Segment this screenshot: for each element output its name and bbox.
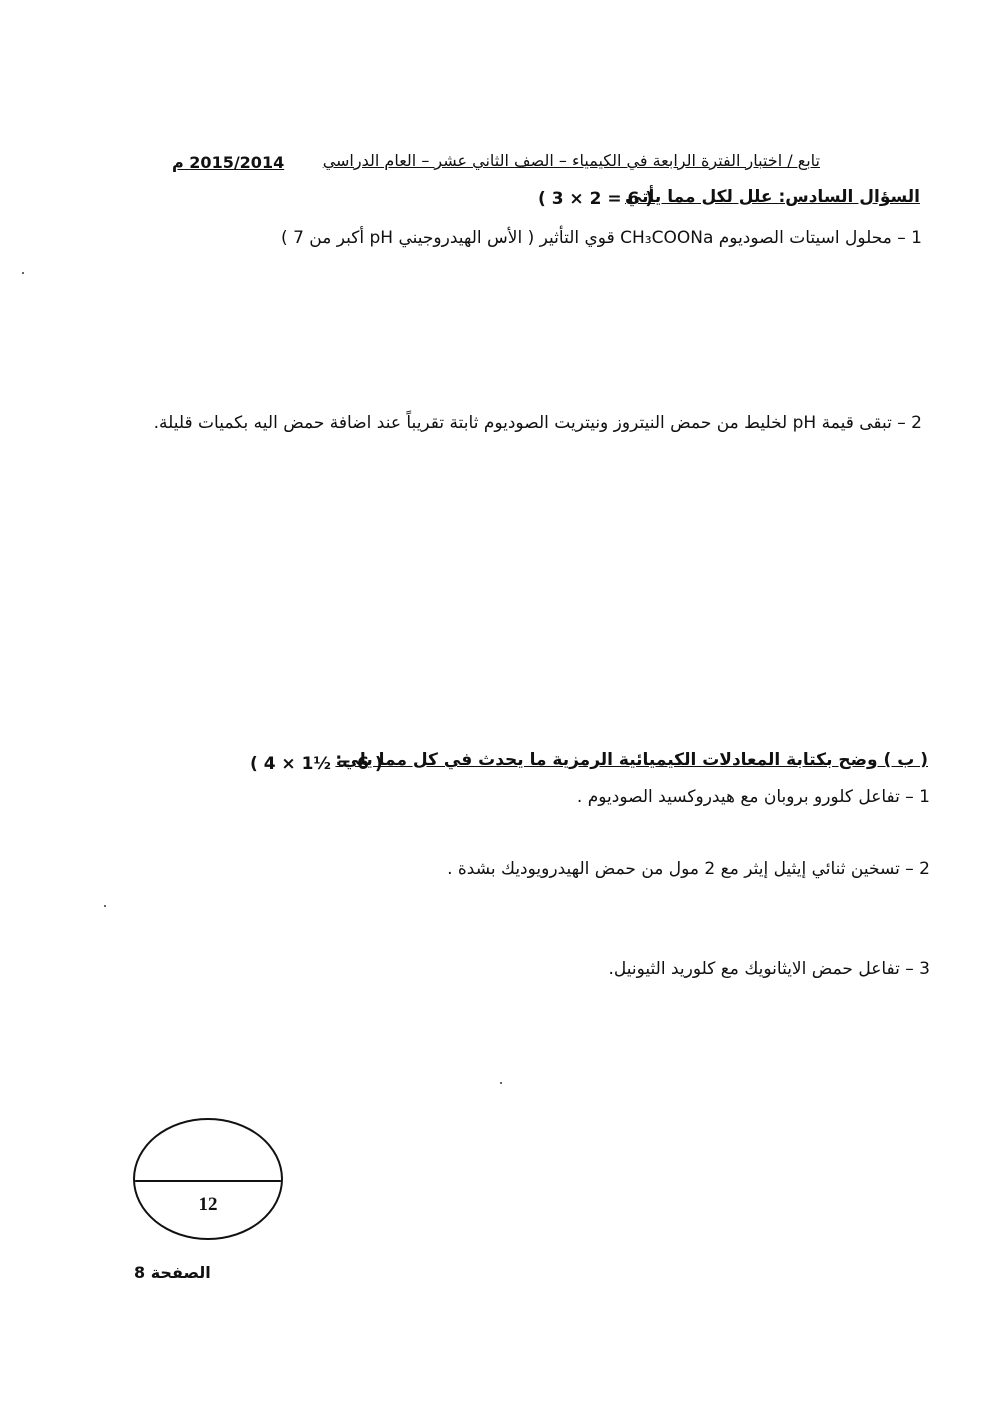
part-b-item-2: 2 – تسخين ثنائي إيثيل إيثر مع 2 مول من حمض الهيدرويوديك بشدة .	[447, 859, 930, 879]
part-b-item-3: 3 – تفاعل حمض الايثانويك مع كلوريد الثيونيل.	[608, 959, 930, 979]
question-six-item-1: 1 – محلول اسيتات الصوديوم CH₃COONa قوي التأثير ( الأس الهيدروجيني pH أكبر من 7 )	[281, 228, 922, 248]
part-b-item-1: 1 – تفاعل كلورو بروبان مع هيدروكسيد الصوديوم .	[576, 787, 930, 807]
part-b-score: ( 4 × 1½ = 6 )	[250, 754, 383, 774]
question-six-title: السؤال السادس: علل لكل مما يأتي	[624, 187, 920, 207]
part-b-title: ( ب ) وضح بكتابة المعادلات الكيميائية الرمزية ما يحدث في كل مما يلي:	[335, 750, 928, 770]
scan-speck	[500, 1082, 502, 1084]
page-number: الصفحة 8	[134, 1263, 211, 1282]
grade-circle	[133, 1118, 283, 1240]
exam-header-title: تابع / اختبار الفترة الرابعة في الكيمياء – الصف الثاني عشر – العام الدراسي	[322, 151, 820, 170]
question-six-score: ( 3 × 2 = 6 )	[538, 189, 654, 209]
scan-speck	[104, 905, 106, 907]
scan-speck	[22, 272, 24, 274]
grade-divider	[135, 1180, 281, 1182]
question-six-item-2: 2 – تبقى قيمة pH لخليط من حمض النيتروز ونيتريت الصوديوم ثابتة تقريباً عند اضافة حمض اليه بكميات قليلة.	[153, 413, 922, 433]
grade-total: 12	[198, 1194, 218, 1215]
exam-header-year: 2015/2014 م	[172, 153, 285, 172]
